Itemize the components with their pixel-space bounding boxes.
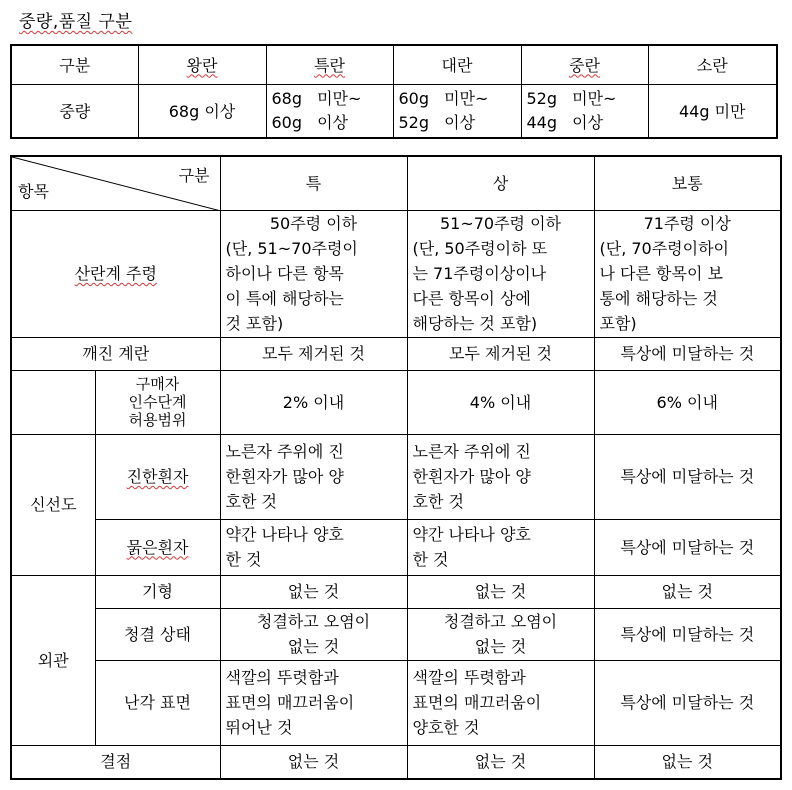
grade-cell: 특상에 미달하는 것: [594, 608, 781, 660]
quality-grade-table: [10, 155, 782, 780]
grade-cell: 노른자 주위에 진 한흰자가 많아 양 호한 것: [220, 434, 407, 519]
grade-cell: 청결하고 오염이 없는 것: [220, 608, 407, 660]
grade-cell: 특상에 미달하는 것: [594, 434, 781, 519]
weight-cell: 44g 미만: [648, 85, 777, 139]
weight-row: [11, 85, 777, 139]
row-label: 중량: [11, 85, 138, 139]
weight-grade-table: [10, 44, 778, 139]
weight-cell: 60g 미만~ 52g 이상: [393, 85, 521, 139]
grade-header: 보통: [594, 156, 781, 210]
corner-top-label: 구분: [178, 166, 210, 185]
grade-cell: 색깔의 뚜렷함과 표면의 매끄러움이 뛰어난 것: [220, 660, 407, 745]
grade-cell: 6% 이내: [594, 370, 781, 434]
corner-header-cell: [11, 156, 220, 210]
grade-cell: 노른자 주위에 진 한흰자가 많아 양 호한 것: [407, 434, 594, 519]
freshness-thin-row: [11, 519, 781, 575]
header-cell: 중란: [521, 45, 648, 85]
grade-cell: 특상에 미달하는 것: [594, 337, 781, 370]
grade-cell: 없는 것: [594, 575, 781, 608]
grade-cell: 특상에 미달하는 것: [594, 660, 781, 745]
grade-cell: 71주령 이상 (단, 70주령이하이 나 다른 항목이 보 통에 해당하는 것 포함): [594, 210, 781, 337]
weight-cell: 68g 미만~ 60g 이상: [266, 85, 393, 139]
freshness-thick-row: [11, 434, 781, 519]
sub-row-label: 난각 표면: [95, 660, 220, 745]
row-label: 결점: [11, 745, 220, 779]
sub-row-label: 기형: [95, 575, 220, 608]
header-cell: 대란: [393, 45, 521, 85]
document-title: 중량,품질 구분: [19, 12, 133, 32]
sub-row-label: 묽은흰자: [95, 519, 220, 575]
header-cell: 왕란: [138, 45, 266, 85]
grade-cell: 모두 제거된 것: [407, 337, 594, 370]
broken-tolerance-row: [11, 370, 781, 434]
weight-cell: 52g 미만~ 44g 이상: [521, 85, 648, 139]
grade-cell: 4% 이내: [407, 370, 594, 434]
grade-cell: 모두 제거된 것: [220, 337, 407, 370]
row-group-label: 신선도: [11, 434, 95, 575]
header-cell: 특란: [266, 45, 393, 85]
quality-header-row: [11, 156, 781, 210]
header-cell: 소란: [648, 45, 777, 85]
sub-row-label: 진한흰자: [95, 434, 220, 519]
appearance-shell-row: [11, 660, 781, 745]
grade-cell: 50주령 이하 (단, 51~70주령이 하이나 다른 항목 이 특에 해당하는 것 포함): [220, 210, 407, 337]
broken-egg-row: [11, 337, 781, 370]
hen-age-row: [11, 210, 781, 337]
grade-cell: 없는 것: [407, 745, 594, 779]
grade-cell: 없는 것: [407, 575, 594, 608]
appearance-shape-row: [11, 575, 781, 608]
row-label: 깨진 계란: [11, 337, 220, 370]
grade-cell: 특상에 미달하는 것: [594, 519, 781, 575]
grade-cell: 청결하고 오염이 없는 것: [407, 608, 594, 660]
header-cell: 구분: [11, 45, 138, 85]
corner-bottom-label: 항목: [18, 181, 49, 201]
grade-cell: 약간 나타나 양호 한 것: [220, 519, 407, 575]
weight-header-row: [11, 45, 777, 85]
grade-cell: 없는 것: [594, 745, 781, 779]
row-group-label: 외관: [11, 575, 95, 745]
sub-row-label: 청결 상태: [95, 608, 220, 660]
sub-row-label: 구매자 인수단계 허용범위: [95, 370, 220, 434]
appearance-clean-row: [11, 608, 781, 660]
defects-row: [11, 745, 781, 779]
grade-cell: 약간 나타나 양호 한 것: [407, 519, 594, 575]
grade-cell: 색깔의 뚜렷함과 표면의 매끄러움이 양호한 것: [407, 660, 594, 745]
grade-cell: 51~70주령 이하 (단, 50주령이하 또 는 71주령이상이나 다른 항목이 상에 해당하는 것 포함): [407, 210, 594, 337]
grade-header: 특: [220, 156, 407, 210]
grade-cell: 없는 것: [220, 575, 407, 608]
grade-header: 상: [407, 156, 594, 210]
row-label: 산란계 주령: [11, 210, 220, 337]
grade-cell: 2% 이내: [220, 370, 407, 434]
grade-cell: 없는 것: [220, 745, 407, 779]
weight-cell: 68g 이상: [138, 85, 266, 139]
